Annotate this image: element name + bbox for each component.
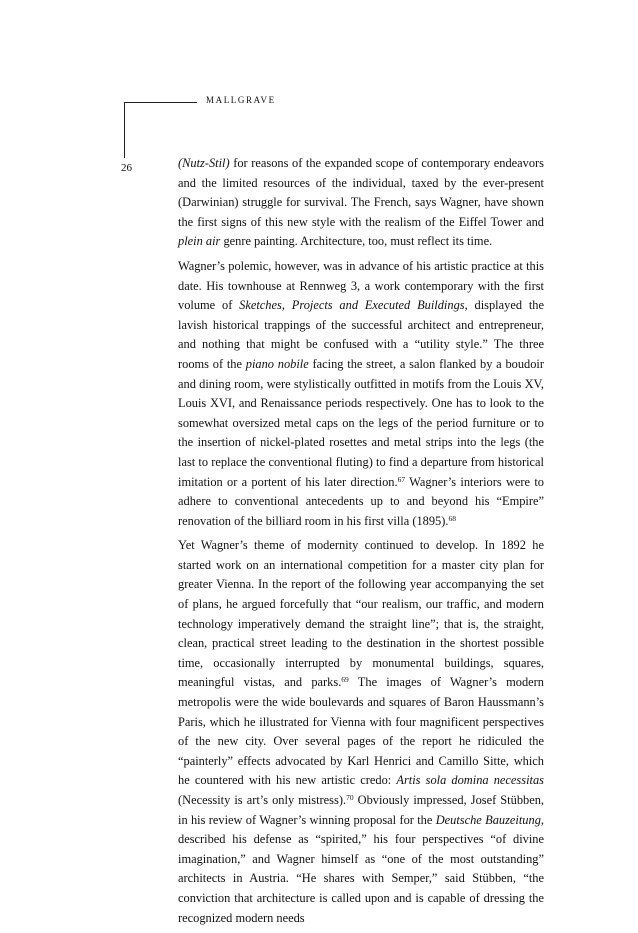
italic-text: Artis sola domina necessitas [396, 773, 544, 788]
italic-text: Deutsche Bauzeitung [435, 812, 541, 827]
text-run: , displayed the lavish historical trappings of the successful architect and entrepreneur, and nothing that might be confused with a “utility style.” The three rooms of the [178, 298, 544, 371]
paragraph [178, 257, 544, 531]
paragraph [178, 536, 544, 928]
text-run: genre painting. Architecture, too, must reflect its time. [220, 234, 493, 249]
footnote-marker: 70 [346, 793, 354, 802]
text-run: Wagner’s interiors were to adhere to conventional antecedents up to and beyond his “Empire” renovation of the billiard room in his first villa (1895). [178, 474, 544, 528]
text-run: Obviously impressed, Josef Stübben, in his review of Wagner’s winning proposal for the [178, 793, 544, 827]
header-rule-vertical [124, 102, 125, 158]
italic-text: piano nobile [245, 356, 309, 371]
footnote-marker: 68 [448, 513, 456, 523]
footnote-marker: 67 [397, 474, 406, 484]
text-run: (Necessity is art’s only mistress). [178, 793, 347, 807]
body-text [178, 154, 544, 933]
text-run: The images of Wagner’s modern metropolis were the wide boulevards and squares of Baron Haussmann’s Paris, which he illustrated for Vienna with four magnificent perspectives of the new city. Over several pages of the report he ridiculed the “painterly” effects advocated by Karl Henrici and Camillo Sitte, which he countered with his new artistic credo: [178, 675, 545, 788]
italic-text: (Nutz-Stil) [178, 156, 230, 170]
running-head: MALLGRAVE [206, 95, 276, 105]
text-run: Yet Wagner’s theme of modernity continued to develop. In 1892 he started work on an international competition for a master city plan for greater Vienna. In the report of the following year accompanying the set of plans, he argued forcefully that “our realism, our traffic, and modern technology imperatively demand the straight line”; that is, the straight, clean, practical street leading to the destination in the shortest possible time, occasionally interrupted by monumental buildings, squares, meaningful vistas, and parks. [178, 538, 544, 690]
page-number: 26 [121, 162, 132, 174]
footnote-marker: 69 [341, 675, 349, 685]
text-run: , described his defense as “spirited,” his four perspectives “of divine imagination,” and Wagner himself as “one of the most outstanding” architects in Austria. “He shares with Semper,” said Stübben, “the conviction that architecture is called upon and is capable of dressing the recognized modern needs [178, 812, 544, 925]
text-run: facing the street, a salon flanked by a boudoir and dining room, were stylistically outfitted in motifs from the Louis XV, Louis XVI, and Renaissance periods respectively. One has to look to the somewhat oversized metal caps on the legs of the period furniture or to the insertion of nickel-plated rosettes and metal strips into the legs (the last to replace the conventional fluting) to find a departure from historical imitation or a portent of his later direction. [178, 356, 544, 489]
text-run: Wagner’s polemic, however, was in advance of his artistic practice at this date. His townhouse at Rennweg 3, a work contemporary with the first volume of [178, 258, 544, 313]
italic-text: plein air [178, 234, 221, 249]
header-rule-horizontal [124, 102, 197, 103]
text-run: for reasons of the expanded scope of contemporary endeavors and the limited resources of the individual, taxed by the ever-present (Darwinian) struggle for survival. The French, says Wagner, have shown the first signs of this new style with the realism of the Eiffel Tower and [178, 156, 544, 229]
italic-text: Sketches, Projects and Executed Buildings [239, 298, 465, 313]
paragraph [178, 154, 544, 252]
